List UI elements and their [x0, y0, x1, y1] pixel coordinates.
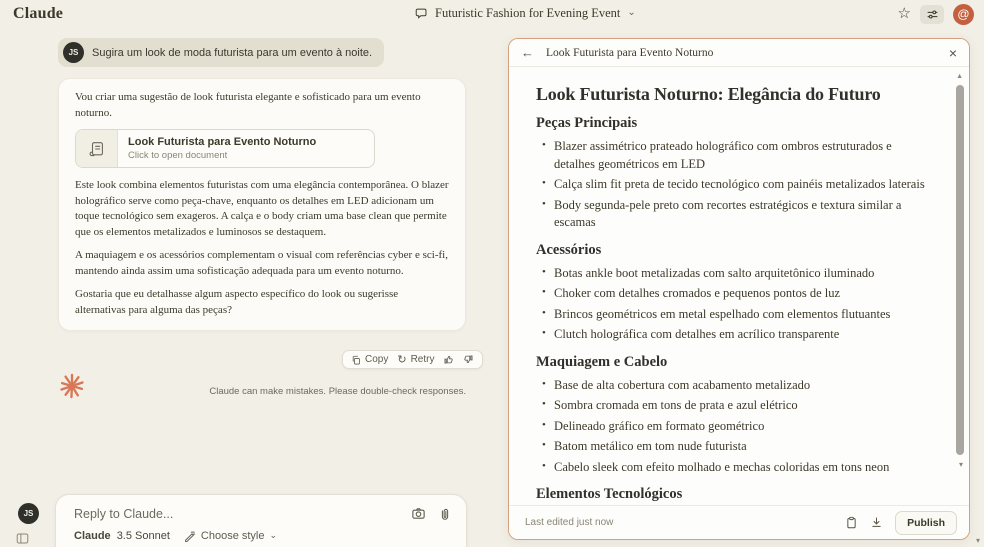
star-icon[interactable]: ☆ — [897, 5, 911, 22]
copy-label: Copy — [365, 354, 389, 365]
list-item: • Base de alta cobertura com acabamento metalizado — [554, 377, 929, 395]
artifact-panel-title: Look Futurista para Evento Noturno — [546, 46, 714, 59]
settings-sliders-button[interactable] — [920, 5, 944, 24]
doc-section-heading: Elementos Tecnológicos — [536, 486, 683, 502]
list-item: • Cabelo sleek com efeito molhado e mechas coloridas em tons neon — [554, 459, 929, 477]
chevron-down-icon: ⌄ — [627, 7, 636, 18]
artifact-panel — [508, 38, 970, 540]
copy-to-clipboard-icon[interactable] — [845, 516, 858, 529]
panel-scrollbar-thumb[interactable] — [956, 85, 964, 455]
list-item: • Botas ankle boot metalizadas com salto arquitetônico iluminado — [554, 265, 929, 283]
doc-section-list — [536, 265, 929, 344]
artifact-panel-footer — [509, 505, 969, 539]
top-bar — [0, 0, 984, 30]
doc-section-list — [536, 138, 929, 232]
reply-input[interactable] — [74, 507, 411, 521]
copy-button[interactable] — [351, 354, 388, 365]
claude-logo-wordmark[interactable]: Claude — [13, 5, 64, 22]
download-icon[interactable] — [870, 516, 883, 529]
composer-input-row — [74, 506, 452, 521]
artifact-meta — [118, 130, 326, 167]
chat-title-menu[interactable] — [415, 6, 636, 21]
camera-icon[interactable] — [411, 506, 426, 521]
list-item: • Brincos geométricos em metal espelhado com elementos flutuantes — [554, 306, 929, 324]
composer-icons — [411, 506, 452, 521]
user-message-text: Sugira um look de moda futurista para um evento à noite. — [92, 46, 373, 59]
list-item: • Calça slim fit preta de tecido tecnológico com painéis metalizados laterais — [554, 176, 929, 194]
claude-starburst-logo — [58, 372, 86, 400]
list-item: • Sombra cromada em tons de prata e azul elétrico — [554, 397, 929, 415]
user-avatar: JS — [63, 42, 84, 63]
artifact-title: Look Futurista para Evento Noturno — [128, 136, 317, 148]
account-avatar[interactable]: @ — [953, 4, 974, 25]
retry-button[interactable] — [397, 354, 434, 365]
assistant-paragraph: Gostaria que eu detalhasse algum aspecto específico do look ou sugerisse alternativas para alguma das peças? — [75, 288, 399, 316]
assistant-message-card — [58, 78, 466, 331]
back-arrow-icon[interactable]: ← — [521, 45, 534, 60]
doc-section-heading: Acessórios — [536, 241, 602, 258]
assistant-intro: Vou criar uma sugestão de look futurista elegante e sofisticado para um evento noturno. — [75, 91, 421, 119]
paperclip-icon[interactable] — [438, 507, 452, 521]
list-item: • Body segunda-pele preto com recortes estratégicos e textura similar a escamas — [554, 197, 929, 232]
document-scroll-icon — [76, 130, 118, 167]
doc-section-heading: Maquiagem e Cabelo — [536, 353, 668, 370]
retry-icon: ↻ — [397, 353, 407, 366]
publish-button[interactable]: Publish — [895, 511, 957, 535]
list-item: • Choker com detalhes cromados e pequenos pontos de luz — [554, 285, 929, 303]
last-edited-status: Last edited just now — [525, 517, 614, 528]
artifact-preview-card[interactable] — [75, 129, 375, 168]
doc-section-heading: Peças Principais — [536, 115, 638, 131]
retry-label: Retry — [410, 354, 435, 365]
artifact-panel-header — [509, 39, 969, 67]
thumbs-up-button[interactable] — [443, 354, 454, 365]
disclaimer-text: Claude can make mistakes. Please double-check responses. — [209, 386, 466, 397]
document-content — [509, 68, 969, 505]
chat-bubble-icon — [415, 7, 428, 20]
artifact-subtitle: Click to open document — [128, 150, 228, 161]
page-scroll-down-icon[interactable]: ▾ — [975, 536, 980, 545]
model-version[interactable]: 3.5 Sonnet — [116, 530, 170, 542]
user-message-bubble — [58, 38, 384, 67]
doc-section-list — [536, 377, 929, 477]
top-bar-actions — [898, 3, 974, 25]
choose-style-label: Choose style — [200, 530, 265, 542]
document-title: Look Futurista Noturno: Elegância do Futuro — [536, 84, 881, 104]
scroll-up-icon[interactable]: ▲ — [956, 73, 963, 80]
message-actions-toolbar — [342, 350, 483, 369]
chevron-down-icon: ⌄ — [269, 529, 278, 540]
list-item: • Batom metálico em tom nude futurista — [554, 438, 929, 456]
chat-title: Futuristic Fashion for Evening Event — [435, 6, 621, 20]
close-icon[interactable]: × — [948, 44, 957, 61]
style-pen-icon — [184, 530, 196, 542]
composer-card — [55, 494, 467, 547]
composer-model-row — [74, 530, 452, 542]
scroll-down-icon[interactable]: ▾ — [958, 460, 963, 469]
user-message-row — [58, 38, 384, 67]
sidebar-toggle-icon[interactable] — [16, 532, 29, 545]
model-name[interactable]: Claude — [74, 530, 111, 542]
list-item: • Blazer assimétrico prateado holográfico com ombros estruturados e detalhes geométricos em LED — [554, 138, 929, 173]
choose-style-button[interactable] — [184, 530, 277, 542]
user-avatar[interactable]: JS — [18, 503, 39, 524]
footer-icons — [845, 516, 883, 529]
assistant-paragraph: A maquiagem e os acessórios complementam o visual com referências cyber e sci-fi, mantendo ainda assim uma sofisticação adequada para um evento noturno. — [75, 249, 448, 277]
list-item: • Delineado gráfico em formato geométrico — [554, 418, 929, 436]
thumbs-down-button[interactable] — [463, 354, 474, 365]
assistant-paragraph: Este look combina elementos futuristas com uma elegância contemporânea. O blazer holográfico serve como peça-chave, enquanto os detalhes em LED adicionam um toque tecnológico sem exageros. A calça e o body criam uma base clean que permite que os elementos metalizados e luminosos se destaquem. — [75, 179, 449, 238]
list-item: • Clutch holográfica com detalhes em acrílico transparente — [554, 326, 929, 344]
